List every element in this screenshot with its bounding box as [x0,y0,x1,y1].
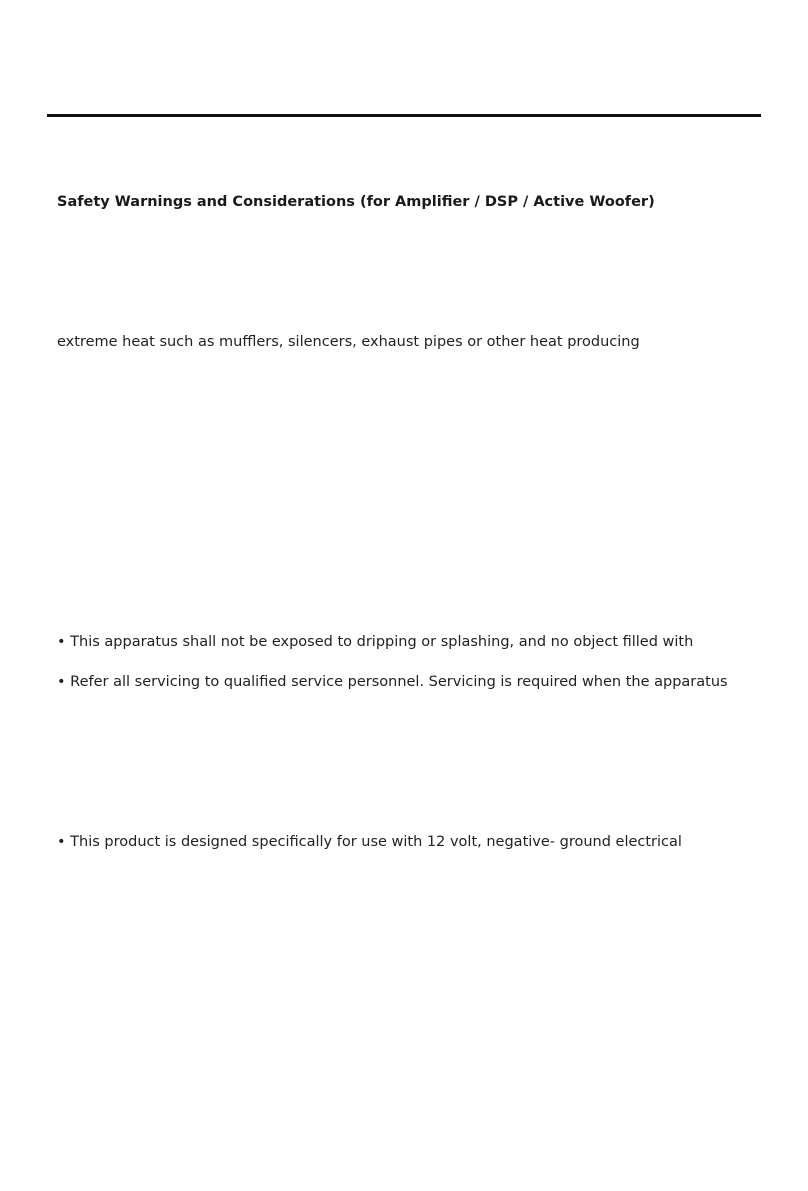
top-divider [47,114,761,117]
bullet-dripping-splashing: • This apparatus shall not be exposed to dripping or splashing, and no object filled with [57,634,694,650]
bullet-12-volt: • This product is designed specifically for use with 12 volt, negative- ground electrical [57,834,682,850]
text-line-heat-sources: extreme heat such as mufflers, silencers, exhaust pipes or other heat producing [57,334,640,350]
section-heading: Safety Warnings and Considerations (for Amplifier / DSP / Active Woofer) [57,194,655,210]
bullet-servicing: • Refer all servicing to qualified service personnel. Servicing is required when the apparatus [57,674,728,690]
